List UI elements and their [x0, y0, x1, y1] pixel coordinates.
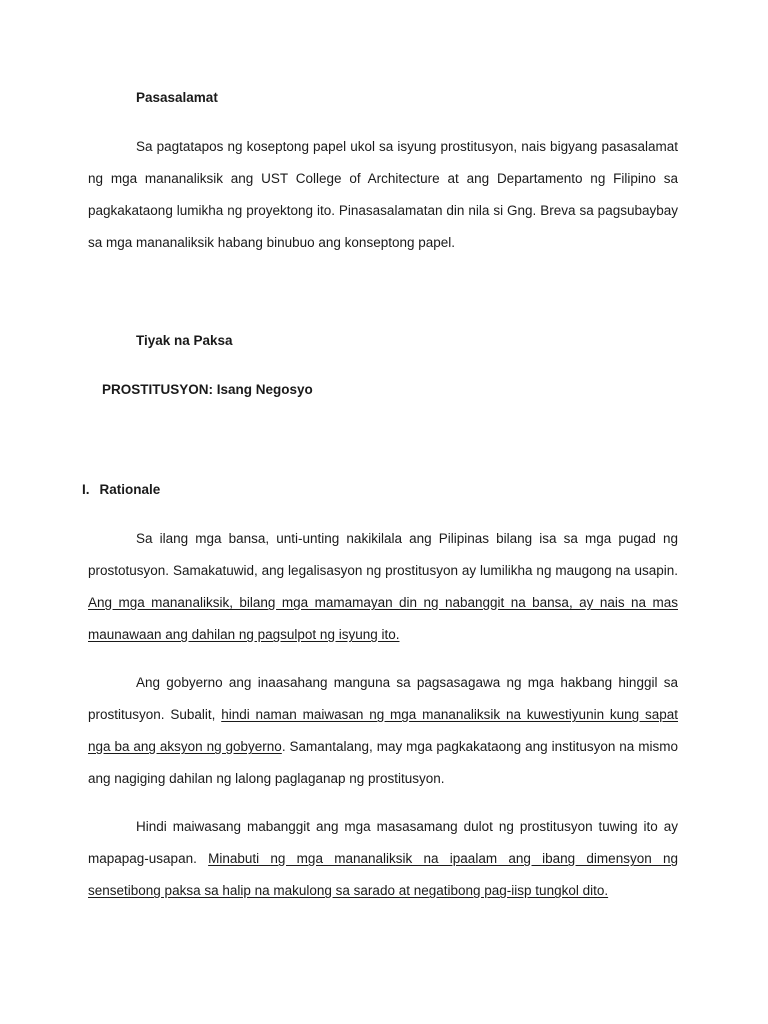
- paragraph-text: . Samantalang, may mga pagkakataong ang institusyon na mismo ang nagiging dahilan ng lalong paglaganap ng prostitusyon.: [88, 739, 678, 786]
- paragraph-text: Ang gobyerno ang inaasahang manguna sa pagsasagawa ng mga hakbang hinggil sa prostitusyon. Subalit,: [88, 675, 678, 722]
- pasasalamat-heading: Pasasalamat: [136, 90, 218, 105]
- section-numeral: I.: [82, 482, 90, 497]
- underlined-text: hindi naman maiwasan ng mga mananaliksik na kuwestiyunin kung sapat nga ba ang aksyon ng gobyerno: [88, 707, 679, 754]
- topic-title: PROSTITUSYON: Isang Negosyo: [102, 382, 313, 397]
- paragraph-text: Hindi maiwasang mabanggit ang mga masasamang dulot ng prostitusyon tuwing ito ay mapapag-usapan.: [88, 819, 678, 866]
- rationale-heading: [82, 482, 160, 498]
- tiyak-na-paksa-heading: Tiyak na Paksa: [136, 333, 233, 348]
- underlined-text: Ang mga mananaliksik, bilang mga mamamayan din ng nabanggit na bansa, ay nais na mas maunawaan ang dahilan ng pagsulpot ng isyung ito.: [88, 595, 678, 642]
- rationale-paragraph-1: [88, 523, 678, 651]
- rationale-heading-label: Rationale: [99, 482, 161, 497]
- paragraph-text: Sa ilang mga bansa, unti-unting nakikilala ang Pilipinas bilang isa sa mga pugad ng prostotusyon. Samakatuwid, ang legalisasyon ng prostitusyon ay lumilikha ng maugong na usapin.: [88, 531, 678, 578]
- underlined-text: Minabuti ng mga mananaliksik na ipaalam ang ibang dimensyon ng sensetibong paksa sa halip na makulong sa sarado at negatibong pag-iisp tungkol dito.: [88, 851, 678, 898]
- pasasalamat-paragraph: Sa pagtatapos ng koseptong papel ukol sa isyung prostitusyon, nais bigyang pasasalamat ng mga mananaliksik ang UST College of Architecture at ang Departamento ng Filipino sa pagkakataong lumikha ng proyektong ito. Pinasasalamatan din nila si Gng. Breva sa pagsubaybay sa mga mananaliksik habang binubuo ang konseptong papel.: [88, 139, 678, 250]
- rationale-paragraph-3: [88, 811, 678, 907]
- rationale-paragraph-2: [88, 667, 678, 795]
